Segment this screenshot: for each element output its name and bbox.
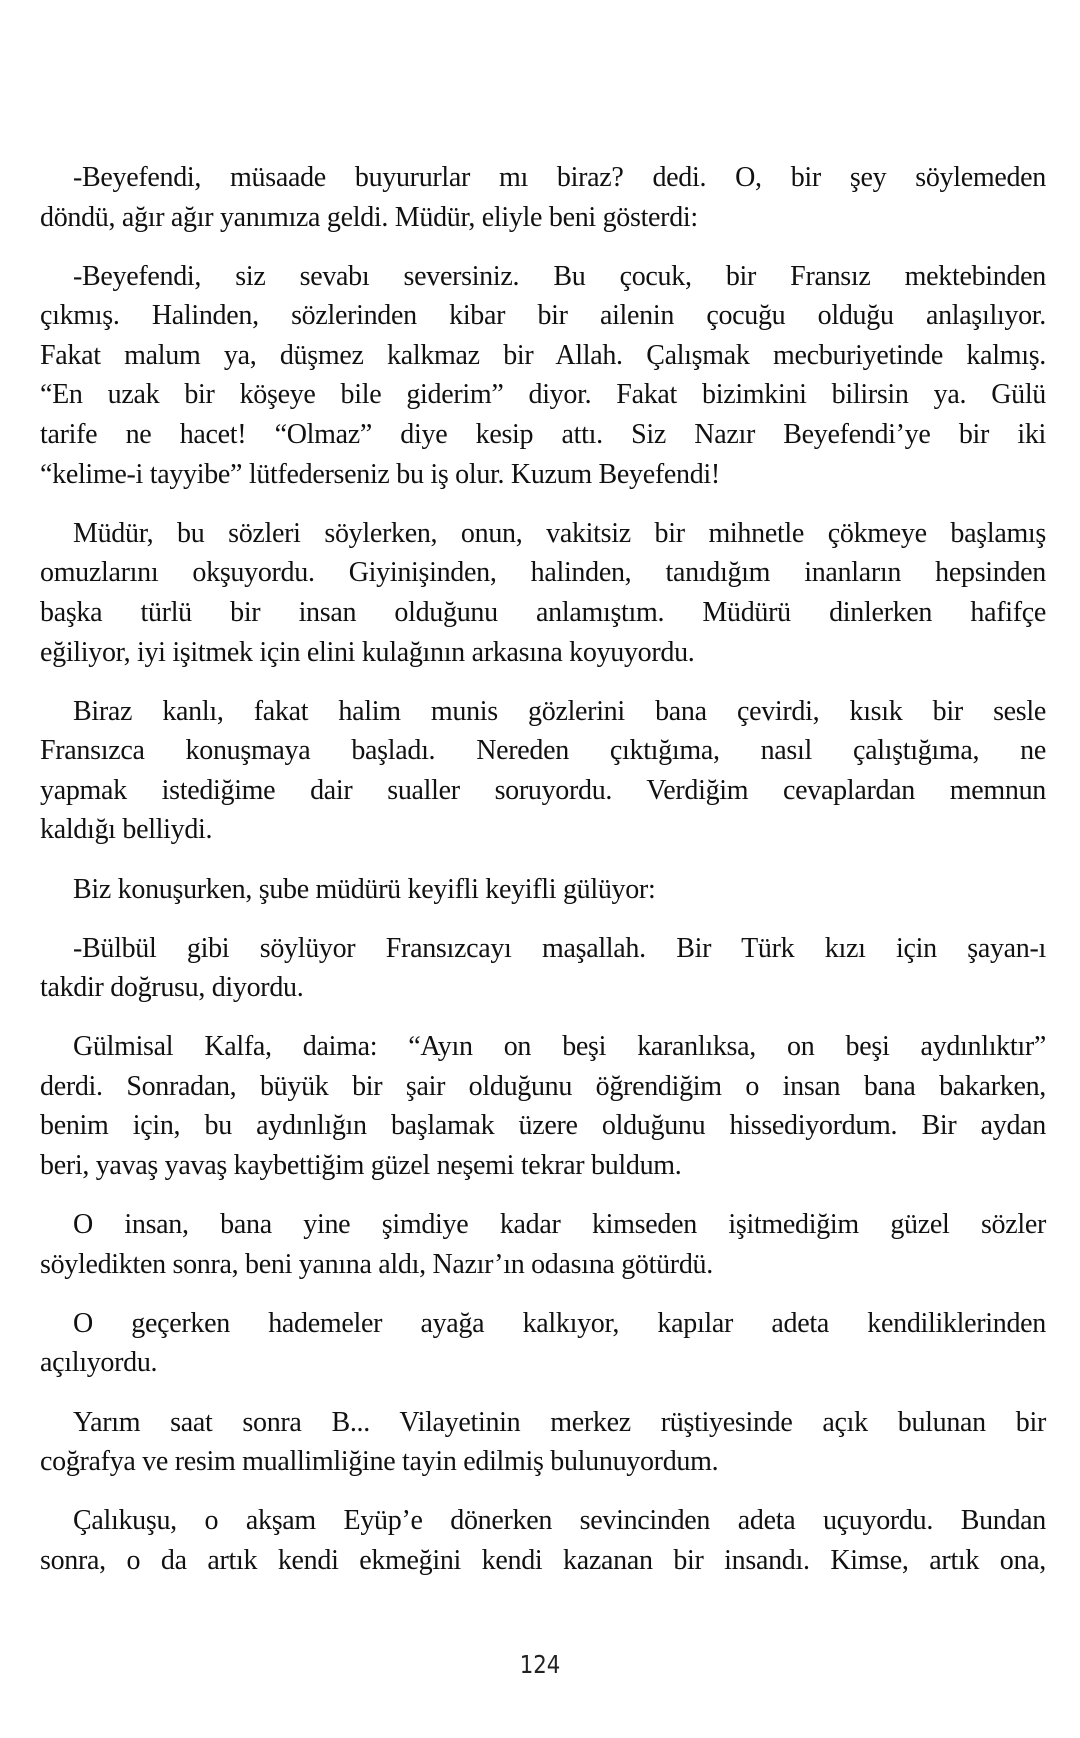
- text-line: tarife ne hacet! “Olmaz” diye kesip attı. Siz Nazır Beyefendi’ye bir iki: [40, 419, 1046, 451]
- text-line: derdi. Sonradan, büyük bir şair olduğunu öğrendiğim o insan bana bakarken,: [40, 1070, 1046, 1102]
- text-line: başka türlü bir insan olduğunu anlamıştım. Müdürü dinlerken hafifçe: [40, 596, 1046, 628]
- text-line: “kelime-i tayyibe” lütfederseniz bu iş olur. Kuzum Beyefendi!: [40, 458, 720, 490]
- text-line: O geçerken hademeler ayağa kalkıyor, kapılar adeta kendiliklerinden: [73, 1307, 1046, 1339]
- text-line: Yarım saat sonra B... Vilayetinin merkez rüştiyesinde açık bulunan bir: [73, 1406, 1046, 1438]
- text-line: Biraz kanlı, fakat halim munis gözlerini bana çevirdi, kısık bir sesle: [73, 695, 1046, 727]
- text-line: açılıyordu.: [40, 1347, 158, 1379]
- paragraph: [40, 158, 1046, 237]
- text-line: Müdür, bu sözleri söylerken, onun, vakitsiz bir mihnetle çökmeye başlamış: [73, 517, 1046, 549]
- paragraph: [40, 1027, 1046, 1185]
- text-line: Fransızca konuşmaya başladı. Nereden çıktığıma, nasıl çalıştığıma, ne: [40, 735, 1046, 767]
- paragraph: [40, 257, 1046, 495]
- text-line: söyledikten sonra, beni yanına aldı, Nazır’ın odasına götürdü.: [40, 1248, 713, 1280]
- text-line: Gülmisal Kalfa, daima: “Ayın on beşi karanlıksa, on beşi aydınlıktır”: [73, 1031, 1046, 1063]
- text-line: sonra, o da artık kendi ekmeğini kendi kazanan bir insandı. Kimse, artık ona,: [40, 1544, 1046, 1576]
- text-line: Çalıkuşu, o akşam Eyüp’e dönerken sevincinden adeta uçuyordu. Bundan: [73, 1505, 1046, 1537]
- page-number: 124: [519, 1650, 561, 1679]
- paragraph: [40, 1403, 1046, 1482]
- paragraph: [40, 514, 1046, 672]
- text-line: -Beyefendi, müsaade buyururlar mı biraz? dedi. O, bir şey söylemeden: [73, 162, 1046, 193]
- text-line: yapmak istediğime dair sualler soruyordu. Verdiğim cevaplardan memnun: [40, 774, 1046, 806]
- paragraph: [40, 870, 1046, 910]
- text-line: Biz konuşurken, şube müdürü keyifli keyifli gülüyor:: [73, 873, 656, 905]
- text-line: takdir doğrusu, diyordu.: [40, 972, 304, 1004]
- text-line: Fakat malum ya, düşmez kalkmaz bir Allah. Çalışmak mecburiyetinde kalmış.: [40, 339, 1046, 371]
- paragraph: [40, 929, 1046, 1008]
- text-line: coğrafya ve resim muallimliğine tayin edilmiş bulunuyordum.: [40, 1446, 719, 1478]
- text-line: kaldığı belliydi.: [40, 814, 213, 846]
- text-line: -Beyefendi, siz sevabı seversiniz. Bu çocuk, bir Fransız mektebinden: [73, 260, 1046, 292]
- paragraph: [40, 1304, 1046, 1383]
- paragraph: [40, 692, 1046, 850]
- text-line: -Bülbül gibi söylüyor Fransızcayı maşallah. Bir Türk kızı için şayan-ı: [73, 932, 1046, 964]
- text-line: “En uzak bir köşeye bile giderim” diyor. Fakat bizimkini bilirsin ya. Gülü: [40, 379, 1046, 411]
- text-line: omuzlarını okşuyordu. Giyinişinden, halinden, tanıdığım inanların hepsinden: [40, 557, 1046, 589]
- text-line: eğiliyor, iyi işitmek için elini kulağının arkasına koyuyordu.: [40, 636, 695, 668]
- text-line: çıkmış. Halinden, sözlerinden kibar bir ailenin çocuğu olduğu anlaşılıyor.: [40, 300, 1046, 332]
- paragraph: [40, 1205, 1046, 1284]
- text-line: beri, yavaş yavaş kaybettiğim güzel neşemi tekrar buldum.: [40, 1150, 682, 1182]
- page-body: [40, 158, 1046, 1600]
- text-line: O insan, bana yine şimdiye kadar kimseden işitmediğim güzel sözler: [73, 1209, 1046, 1241]
- paragraph: [40, 1501, 1046, 1580]
- text-line: döndü, ağır ağır yanımıza geldi. Müdür, eliyle beni gösterdi:: [40, 201, 698, 233]
- text-line: benim için, bu aydınlığın başlamak üzere olduğunu hissediyordum. Bir aydan: [40, 1110, 1046, 1142]
